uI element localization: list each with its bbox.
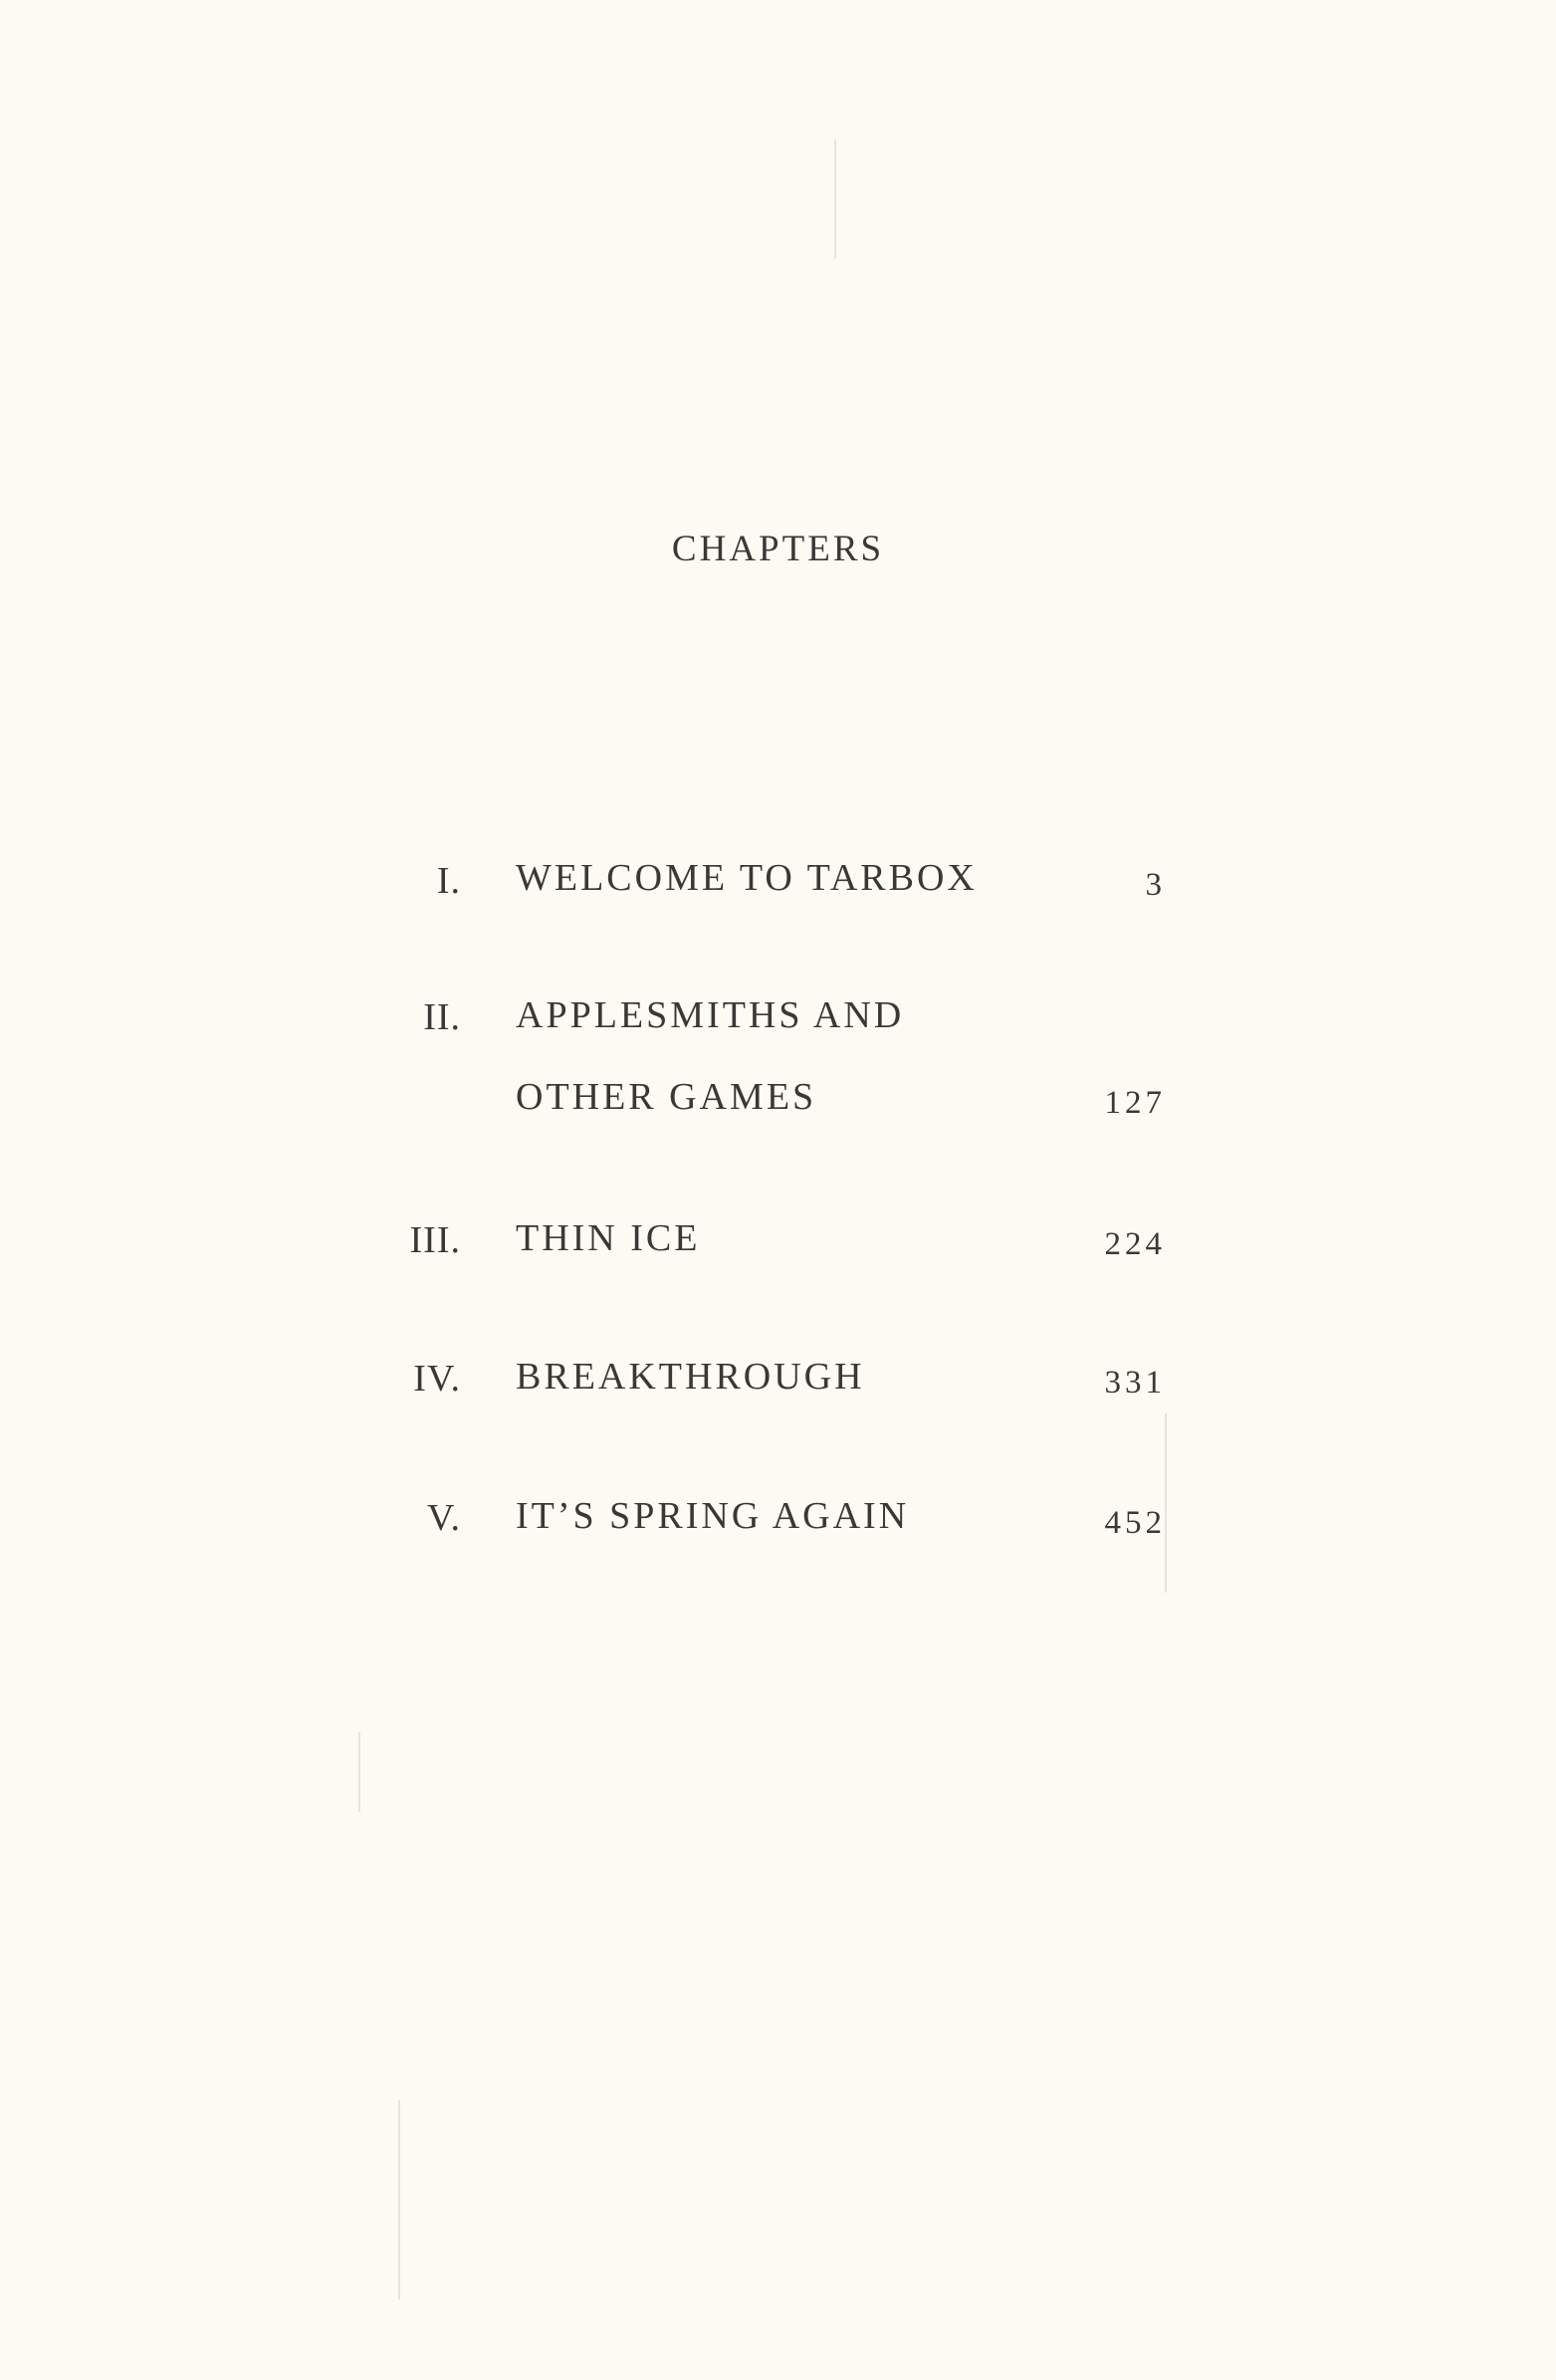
chapter-numeral: V. bbox=[426, 1497, 461, 1539]
chapter-numeral: II. bbox=[423, 996, 461, 1038]
chapter-title-continued: OTHER GAMES bbox=[516, 1076, 817, 1118]
chapter-title: BREAKTHROUGH bbox=[516, 1356, 865, 1398]
chapter-page-number: 3 bbox=[1145, 867, 1166, 903]
chapter-numeral: III. bbox=[409, 1219, 461, 1261]
chapter-title: APPLESMITHS AND bbox=[516, 994, 905, 1036]
contents-heading: CHAPTERS bbox=[671, 529, 885, 569]
chapter-page-number: 331 bbox=[1104, 1365, 1166, 1401]
chapter-title: WELCOME TO TARBOX bbox=[516, 857, 978, 899]
chapter-title: IT’S SPRING AGAIN bbox=[516, 1495, 910, 1537]
scan-artifact bbox=[398, 2100, 400, 2299]
chapter-page-number: 224 bbox=[1104, 1226, 1166, 1262]
chapter-numeral: I. bbox=[436, 860, 461, 902]
scan-artifact bbox=[834, 139, 836, 259]
chapter-numeral: IV. bbox=[413, 1358, 461, 1400]
chapter-page-number: 452 bbox=[1104, 1505, 1166, 1541]
chapter-title: THIN ICE bbox=[516, 1217, 701, 1259]
chapter-page-number: 127 bbox=[1104, 1085, 1166, 1121]
scan-artifact bbox=[358, 1732, 360, 1812]
